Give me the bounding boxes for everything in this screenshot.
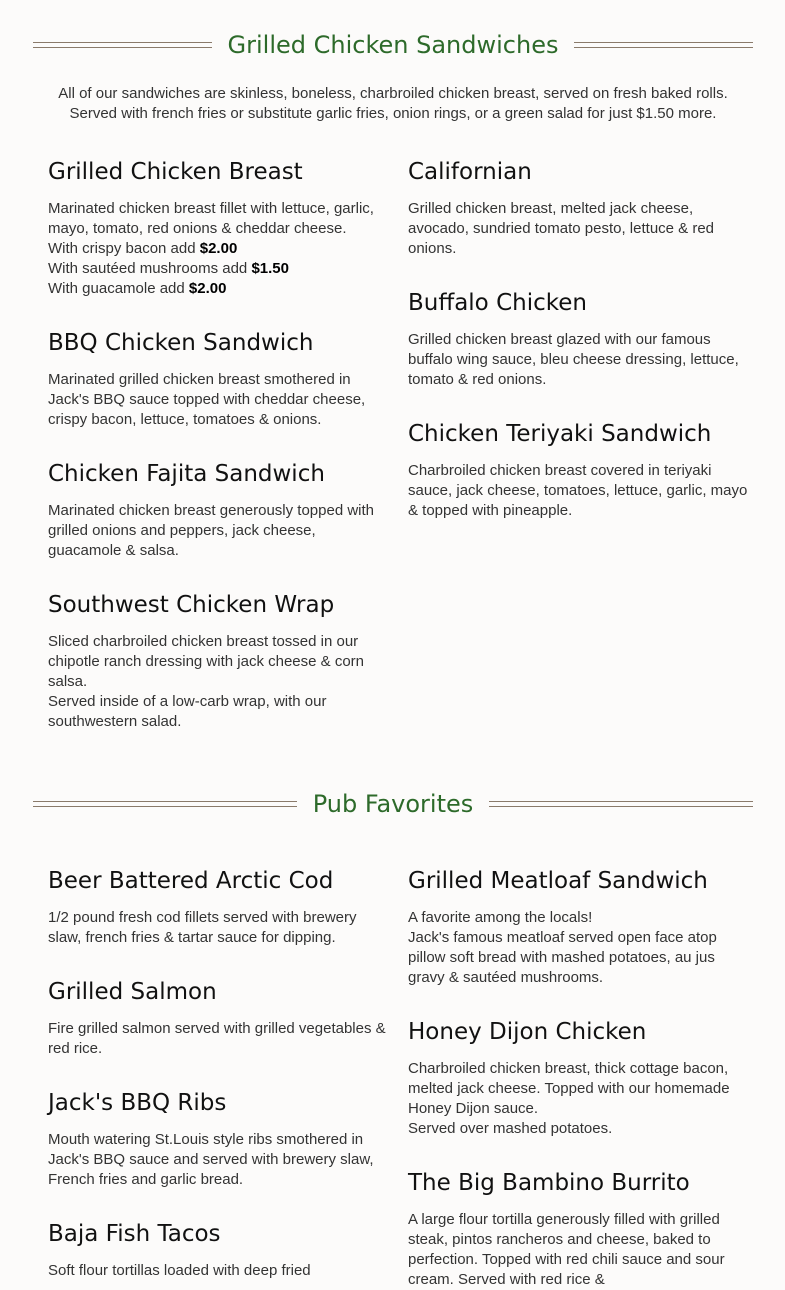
menu-item-name: Jack's BBQ Ribs — [48, 1090, 227, 1116]
menu-column-right — [408, 866, 748, 1290]
addon-line — [48, 279, 388, 299]
menu-item-description: Fire grilled salmon served with grilled vegetables & red rice. — [48, 1020, 386, 1057]
menu-item-name: Southwest Chicken Wrap — [48, 592, 335, 618]
addon-price: $2.00 — [199, 240, 238, 257]
description-text: A favorite among the locals! — [408, 909, 593, 926]
menu-item-name: Beer Battered Arctic Cod — [48, 868, 334, 894]
menu-column-left — [48, 866, 388, 1281]
menu-item-name: Grilled Chicken Breast — [48, 159, 303, 185]
addon-line — [48, 259, 388, 279]
description-text: Served over mashed potatoes. — [408, 1120, 613, 1137]
description-text: Charbroiled chicken breast, thick cottage bacon, melted jack cheese. Topped with our homemade Honey Dijon sauce. — [408, 1060, 730, 1117]
menu-item — [408, 419, 748, 521]
menu-item — [48, 1219, 388, 1281]
divider-right — [489, 801, 753, 807]
section-title: Grilled Chicken Sandwiches — [227, 31, 559, 59]
addon-text: With sautéed mushrooms add — [48, 260, 252, 277]
menu-item-description — [408, 1059, 748, 1139]
menu-item — [408, 1017, 748, 1139]
menu-item-name: Chicken Teriyaki Sandwich — [408, 421, 712, 447]
menu-column-left — [48, 157, 388, 732]
divider-right — [574, 42, 753, 48]
menu-item-description: Soft flour tortillas loaded with deep fried — [48, 1262, 311, 1279]
intro-line: Served with french fries or substitute garlic fries, onion rings, or a green salad for just $1.50 more. — [69, 105, 717, 122]
intro-line: All of our sandwiches are skinless, boneless, charbroiled chicken breast, served on fresh baked rolls. — [58, 85, 728, 102]
addon-price: $1.50 — [251, 260, 289, 277]
menu-item-description — [48, 199, 388, 299]
section-header-sandwiches — [33, 25, 753, 65]
menu-item-description: Marinated grilled chicken breast smothered in Jack's BBQ sauce topped with cheddar cheese, crispy bacon, lettuce, tomatoes & onions. — [48, 371, 366, 428]
menu-item-name: Californian — [408, 159, 532, 185]
menu-item — [408, 1168, 748, 1290]
addon-line — [48, 239, 388, 259]
menu-item-description: Grilled chicken breast, melted jack cheese, avocado, sundried tomato pesto, lettuce & red onions. — [408, 200, 715, 257]
menu-item — [48, 459, 388, 561]
section-title: Pub Favorites — [312, 790, 474, 818]
menu-item-name: Buffalo Chicken — [408, 290, 587, 316]
menu-item-description — [48, 632, 388, 732]
menu-item-name: Grilled Salmon — [48, 979, 217, 1005]
divider-left — [33, 801, 297, 807]
menu-item-name: Honey Dijon Chicken — [408, 1019, 647, 1045]
description-text: Served inside of a low-carb wrap, with our southwestern salad. — [48, 693, 327, 730]
menu-item-description: Charbroiled chicken breast covered in teriyaki sauce, jack cheese, tomatoes, lettuce, garlic, mayo & topped with pineapple. — [408, 462, 748, 519]
addon-text: With crispy bacon add — [48, 240, 200, 257]
menu-item-name: Chicken Fajita Sandwich — [48, 461, 325, 487]
menu-item — [48, 590, 388, 732]
menu-column-right — [408, 157, 748, 521]
description-text: Marinated chicken breast fillet with lettuce, garlic, mayo, tomato, red onions & cheddar cheese. — [48, 200, 374, 237]
menu-item-description — [408, 908, 748, 988]
menu-item — [48, 977, 388, 1059]
menu-item — [48, 328, 388, 430]
menu-item-description: 1/2 pound fresh cod fillets served with brewery slaw, french fries & tartar sauce for dipping. — [48, 909, 357, 946]
menu-item-description: Marinated chicken breast generously topped with grilled onions and peppers, jack cheese, guacamole & salsa. — [48, 502, 375, 559]
menu-item-name: BBQ Chicken Sandwich — [48, 330, 314, 356]
menu-item — [408, 288, 748, 390]
menu-item-description: A large flour tortilla generously filled with grilled steak, pintos rancheros and cheese, baked to perfection. Topped with red chili sauce and sour cream. Served with red rice & — [408, 1211, 725, 1288]
menu-item — [48, 1088, 388, 1190]
addon-price: $2.00 — [188, 280, 227, 297]
menu-item-name: Baja Fish Tacos — [48, 1221, 221, 1247]
description-text: Sliced charbroiled chicken breast tossed in our chipotle ranch dressing with jack cheese & corn salsa. — [48, 633, 364, 690]
menu-item-description: Mouth watering St.Louis style ribs smothered in Jack's BBQ sauce and served with brewery slaw, French fries and garlic bread. — [48, 1131, 374, 1188]
menu-item — [48, 157, 388, 299]
divider-left — [33, 42, 212, 48]
description-text: Jack's famous meatloaf served open face atop pillow soft bread with mashed potatoes, au jus gravy & sautéed mushrooms. — [408, 929, 717, 986]
menu-item — [48, 866, 388, 948]
section-header-pub — [33, 784, 753, 824]
menu-item — [408, 866, 748, 988]
section-intro — [33, 84, 753, 124]
menu-item-name: Grilled Meatloaf Sandwich — [408, 868, 708, 894]
menu-item — [408, 157, 748, 259]
menu-item-name: The Big Bambino Burrito — [408, 1170, 690, 1196]
menu-item-description: Grilled chicken breast glazed with our famous buffalo wing sauce, bleu cheese dressing, lettuce, tomato & red onions. — [408, 331, 739, 388]
addon-text: With guacamole add — [48, 280, 189, 297]
